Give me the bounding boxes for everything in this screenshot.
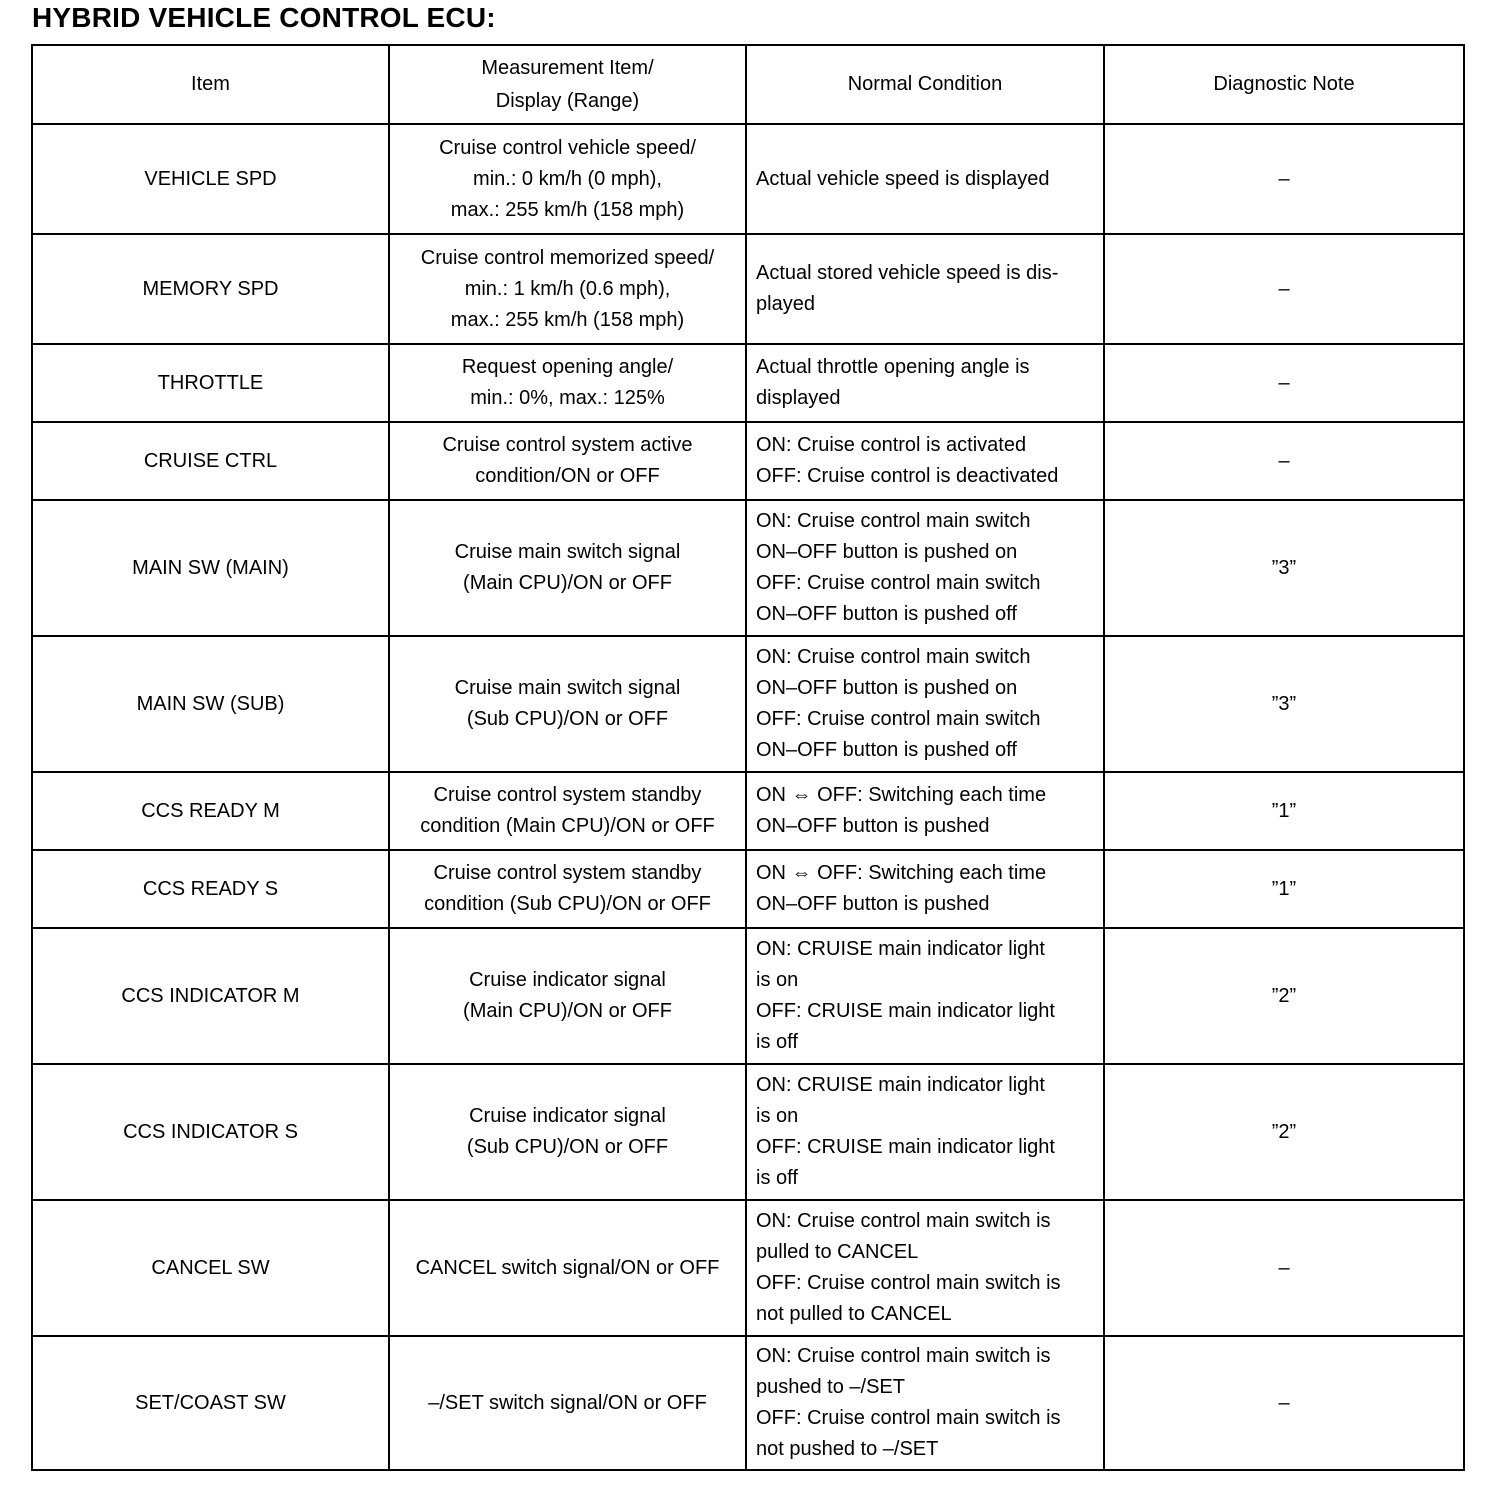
- normal-condition-line: ON ⇔ OFF: Switching each time: [756, 862, 1047, 884]
- table-row: [32, 422, 1464, 500]
- normal-condition-line: Actual vehicle speed is displayed: [756, 167, 1050, 190]
- header-diagnostic-note: Diagnostic Note: [1104, 45, 1464, 124]
- normal-condition-line: ON: CRUISE main indicator light: [756, 1074, 1045, 1096]
- table-row: [32, 928, 1464, 1064]
- measurement-cell: [389, 124, 746, 234]
- table-row: [32, 1200, 1464, 1336]
- normal-condition-line: played: [756, 293, 815, 315]
- table-row: [32, 234, 1464, 344]
- measurement-cell: [389, 850, 746, 928]
- diagnostic-table: [31, 44, 1465, 1471]
- item-cell: CRUISE CTRL: [32, 422, 389, 500]
- normal-condition-cell: [746, 124, 1104, 234]
- table-row: [32, 850, 1464, 928]
- normal-condition-line: is off: [756, 1031, 798, 1053]
- normal-condition-cell: [746, 772, 1104, 850]
- normal-condition-line: OFF: CRUISE main indicator light: [756, 1000, 1055, 1022]
- measurement-line: (Main CPU)/ON or OFF: [463, 572, 672, 594]
- table-body: [32, 124, 1464, 1470]
- measurement-cell: [389, 928, 746, 1064]
- normal-condition-line: OFF: CRUISE main indicator light: [756, 1136, 1055, 1158]
- table-row: [32, 772, 1464, 850]
- measurement-cell: [389, 1336, 746, 1470]
- normal-condition-cell: [746, 234, 1104, 344]
- measurement-cell: [389, 234, 746, 344]
- normal-condition-cell: [746, 1200, 1104, 1336]
- item-cell: MAIN SW (MAIN): [32, 500, 389, 636]
- measurement-line: max.: 255 km/h (158 mph): [450, 198, 685, 221]
- normal-condition-cell: [746, 1064, 1104, 1200]
- measurement-cell: [389, 344, 746, 422]
- normal-condition-line: ON–OFF button is pushed off: [756, 603, 1017, 625]
- normal-condition-cell: [746, 636, 1104, 772]
- item-cell: SET/COAST SW: [32, 1336, 389, 1470]
- item-cell: CCS READY M: [32, 772, 389, 850]
- measurement-line: condition (Sub CPU)/ON or OFF: [424, 893, 711, 915]
- item-cell: CANCEL SW: [32, 1200, 389, 1336]
- diagnostic-note-cell: ”2”: [1104, 1064, 1464, 1200]
- diagnostic-note-cell: ”3”: [1104, 636, 1464, 772]
- item-cell: MAIN SW (SUB): [32, 636, 389, 772]
- table-row: [32, 124, 1464, 234]
- normal-condition-line: ON: Cruise control main switch is: [756, 1345, 1051, 1367]
- normal-condition-line: is off: [756, 1167, 798, 1189]
- measurement-line: –/SET switch signal/ON or OFF: [428, 1391, 707, 1414]
- header-item: Item: [32, 45, 389, 124]
- normal-condition-line: OFF: Cruise control is deactivated: [756, 465, 1059, 487]
- normal-condition-line: ON: Cruise control main switch: [756, 646, 1031, 668]
- item-cell: MEMORY SPD: [32, 234, 389, 344]
- header-normal-condition: Normal Condition: [746, 45, 1104, 124]
- measurement-line: min.: 0%, max.: 125%: [470, 387, 665, 409]
- normal-condition-line: OFF: Cruise control main switch: [756, 572, 1041, 594]
- normal-condition-line: pushed to –/SET: [756, 1376, 905, 1398]
- measurement-line: CANCEL switch signal/ON or OFF: [415, 1256, 720, 1279]
- normal-condition-line: ON: Cruise control is activated: [756, 434, 1027, 456]
- table-row: [32, 500, 1464, 636]
- normal-condition-line: ON–OFF button is pushed: [756, 893, 990, 915]
- normal-condition-cell: [746, 928, 1104, 1064]
- measurement-line: Cruise control system standby: [433, 784, 702, 806]
- diagnostic-note-cell: ”1”: [1104, 772, 1464, 850]
- measurement-line: Cruise control vehicle speed/: [439, 136, 696, 159]
- item-cell: CCS READY S: [32, 850, 389, 928]
- diagnostic-note-cell: –: [1104, 124, 1464, 234]
- normal-condition-line: ON ⇔ OFF: Switching each time: [756, 784, 1047, 806]
- normal-condition-line: OFF: Cruise control main switch is: [756, 1272, 1061, 1294]
- normal-condition-line: ON–OFF button is pushed off: [756, 739, 1017, 761]
- measurement-cell: [389, 422, 746, 500]
- normal-condition-line: Actual stored vehicle speed is dis-: [756, 262, 1059, 284]
- measurement-line: Request opening angle/: [461, 356, 674, 378]
- item-cell: CCS INDICATOR M: [32, 928, 389, 1064]
- measurement-line: (Main CPU)/ON or OFF: [463, 1000, 672, 1022]
- measurement-line: Cruise control system standby: [433, 862, 702, 884]
- diagnostic-note-cell: ”1”: [1104, 850, 1464, 928]
- normal-condition-line: ON–OFF button is pushed on: [756, 677, 1018, 699]
- diagnostic-note-cell: –: [1104, 1336, 1464, 1470]
- normal-condition-cell: [746, 422, 1104, 500]
- diagnostic-note-cell: ”3”: [1104, 500, 1464, 636]
- item-cell: CCS INDICATOR S: [32, 1064, 389, 1200]
- normal-condition-line: OFF: Cruise control main switch is: [756, 1407, 1061, 1429]
- item-cell: THROTTLE: [32, 344, 389, 422]
- normal-condition-cell: [746, 500, 1104, 636]
- measurement-line: condition (Main CPU)/ON or OFF: [420, 815, 715, 837]
- measurement-cell: [389, 1064, 746, 1200]
- measurement-line: Cruise main switch signal: [454, 541, 681, 563]
- header-measurement-line: Measurement Item/: [481, 56, 654, 79]
- normal-condition-line: pulled to CANCEL: [756, 1241, 919, 1263]
- normal-condition-line: ON–OFF button is pushed: [756, 815, 990, 837]
- table-row: [32, 1336, 1464, 1470]
- diagnostic-note-cell: –: [1104, 234, 1464, 344]
- measurement-line: (Sub CPU)/ON or OFF: [466, 1136, 669, 1158]
- diagnostic-note-cell: –: [1104, 1200, 1464, 1336]
- measurement-line: max.: 255 km/h (158 mph): [450, 308, 685, 331]
- normal-condition-line: not pushed to –/SET: [756, 1438, 939, 1460]
- measurement-cell: [389, 636, 746, 772]
- item-cell: VEHICLE SPD: [32, 124, 389, 234]
- normal-condition-cell: [746, 850, 1104, 928]
- measurement-line: Cruise main switch signal: [454, 677, 681, 699]
- normal-condition-line: ON: CRUISE main indicator light: [756, 938, 1045, 960]
- diagnostic-note-cell: –: [1104, 344, 1464, 422]
- normal-condition-line: OFF: Cruise control main switch: [756, 708, 1041, 730]
- measurement-cell: [389, 1200, 746, 1336]
- measurement-line: Cruise control memorized speed/: [420, 246, 715, 269]
- measurement-line: Cruise indicator signal: [469, 1105, 666, 1127]
- measurement-line: condition/ON or OFF: [475, 465, 660, 487]
- normal-condition-line: ON–OFF button is pushed on: [756, 541, 1018, 563]
- diagnostic-note-cell: ”2”: [1104, 928, 1464, 1064]
- table-row: [32, 1064, 1464, 1200]
- measurement-line: min.: 0 km/h (0 mph),: [473, 167, 662, 190]
- measurement-cell: [389, 772, 746, 850]
- measurement-line: (Sub CPU)/ON or OFF: [466, 708, 669, 730]
- header-measurement-line: Display (Range): [495, 89, 640, 112]
- normal-condition-cell: [746, 1336, 1104, 1470]
- normal-condition-line: ON: Cruise control main switch is: [756, 1210, 1051, 1232]
- normal-condition-cell: [746, 344, 1104, 422]
- table-row: [32, 344, 1464, 422]
- table-row: [32, 636, 1464, 772]
- normal-condition-line: ON: Cruise control main switch: [756, 510, 1031, 532]
- normal-condition-line: displayed: [756, 387, 841, 409]
- normal-condition-line: is on: [756, 969, 799, 991]
- measurement-line: min.: 1 km/h (0.6 mph),: [464, 277, 671, 300]
- measurement-cell: [389, 500, 746, 636]
- diagnostic-note-cell: –: [1104, 422, 1464, 500]
- normal-condition-line: is on: [756, 1105, 799, 1127]
- normal-condition-line: Actual throttle opening angle is: [756, 356, 1030, 378]
- page-title: HYBRID VEHICLE CONTROL ECU:: [32, 2, 496, 33]
- normal-condition-line: not pulled to CANCEL: [756, 1303, 952, 1325]
- header-measurement: [389, 45, 746, 124]
- table-header-row: [32, 45, 1464, 124]
- measurement-line: Cruise indicator signal: [469, 969, 666, 991]
- measurement-line: Cruise control system active: [442, 434, 693, 456]
